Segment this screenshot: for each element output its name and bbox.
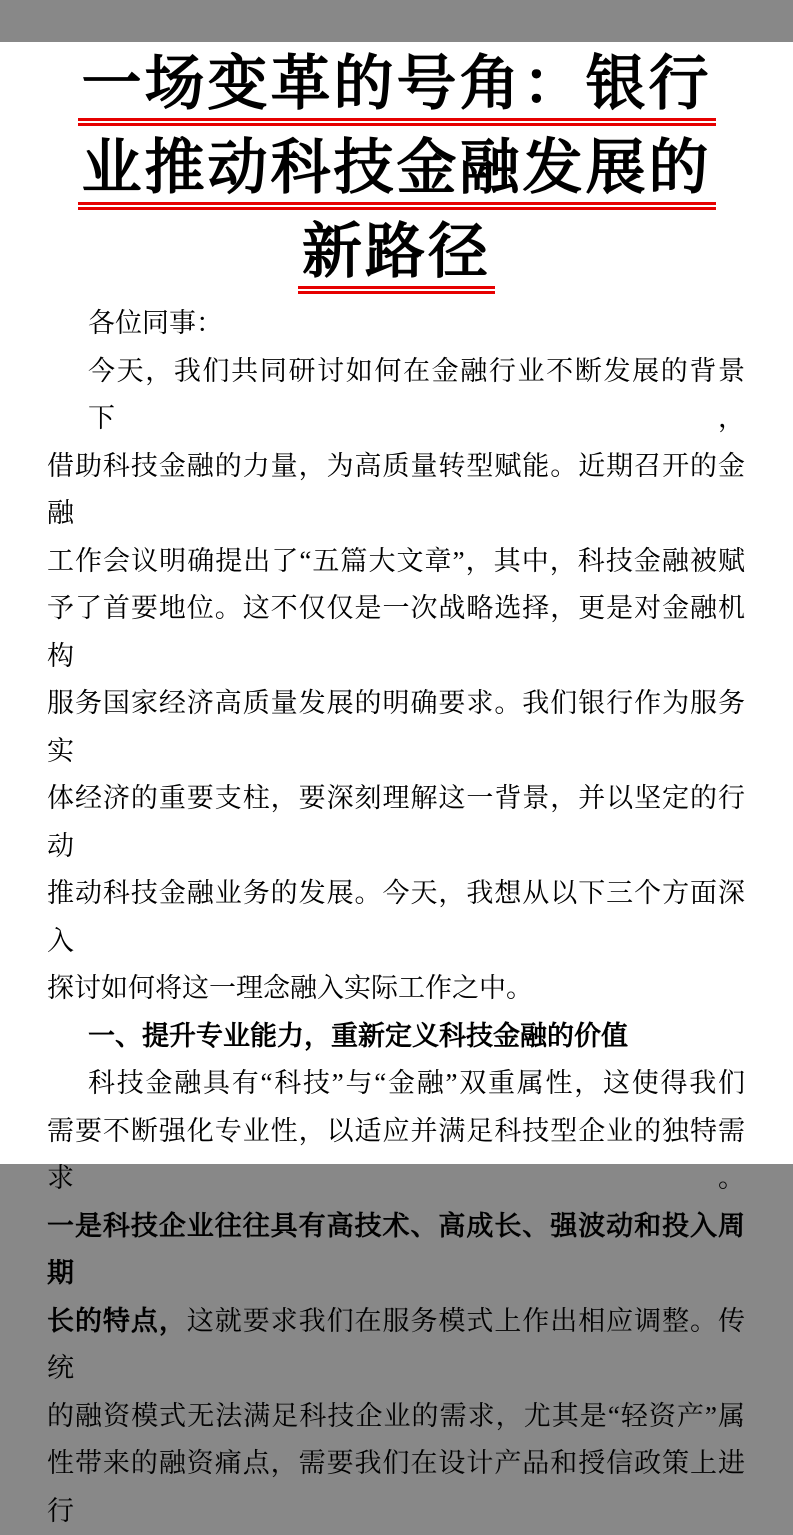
body-line xyxy=(47,870,745,965)
body-line xyxy=(47,1298,745,1393)
title-line-text: 业推动科技金融发展的 xyxy=(78,135,716,210)
bold-text-segment: 一、提升专业能力，重新定义科技金融的价值 xyxy=(88,1020,628,1051)
bold-text-segment: 长的特点， xyxy=(47,1305,187,1336)
body-line xyxy=(47,775,745,870)
document-title xyxy=(0,42,793,294)
bold-text-segment: 一是科技企业往往具有高技术、高成长、强波动和投入周期 xyxy=(47,1210,745,1288)
text-segment: 需要不断强化专业性，以适应并满足科技型企业的独特需求。 xyxy=(47,1115,745,1193)
document-page xyxy=(0,42,793,1526)
text-segment: 各位同事： xyxy=(88,308,223,338)
text-segment: 这就要求我们在服务模式上作出相应调整。传统 xyxy=(47,1305,746,1383)
body-line xyxy=(47,585,745,680)
section-heading xyxy=(47,1013,745,1061)
text-segment: 借助科技金融的力量，为高质量转型赋能。近期召开的金融 xyxy=(47,450,745,528)
text-segment: 的融资模式无法满足科技企业的需求，尤其是“轻资产”属 xyxy=(47,1400,745,1431)
body-line xyxy=(47,348,745,443)
body-line xyxy=(47,300,745,348)
body-line xyxy=(47,965,745,1013)
body-line xyxy=(47,443,745,538)
text-segment: 推动科技金融业务的发展。今天，我想从以下三个方面深入 xyxy=(47,878,745,956)
text-segment: 性带来的融资痛点，需要我们在设计产品和授信政策上进行 xyxy=(47,1448,745,1526)
title-line-text: 新路径 xyxy=(298,219,495,294)
text-segment: 予了首要地位。这不仅仅是一次战略选择，更是对金融机构 xyxy=(47,593,745,671)
body-line xyxy=(47,1393,745,1441)
text-segment: 科技金融具有“科技”与“金融”双重属性，这使得我们 xyxy=(88,1068,745,1098)
title-line xyxy=(0,42,793,126)
body-line xyxy=(47,1203,745,1298)
title-line xyxy=(0,126,793,210)
body-line xyxy=(47,1060,745,1108)
text-segment: 体经济的重要支柱，要深刻理解这一背景，并以坚定的行动 xyxy=(47,783,745,861)
body-line xyxy=(47,680,745,775)
document-body xyxy=(0,300,793,1535)
body-line xyxy=(47,1108,745,1203)
text-segment: 工作会议明确提出了“五篇大文章”，其中，科技金融被赋 xyxy=(47,545,745,576)
text-segment: 探讨如何将这一理念融入实际工作之中。 xyxy=(47,973,533,1003)
body-line xyxy=(47,1440,745,1535)
title-line xyxy=(0,210,793,294)
text-segment: 今天，我们共同研讨如何在金融行业不断发展的背景下， xyxy=(88,355,745,433)
body-line xyxy=(47,538,745,586)
text-segment: 服务国家经济高质量发展的明确要求。我们银行作为服务实 xyxy=(47,688,745,766)
title-line-text: 一场变革的号角：银行 xyxy=(78,51,716,126)
